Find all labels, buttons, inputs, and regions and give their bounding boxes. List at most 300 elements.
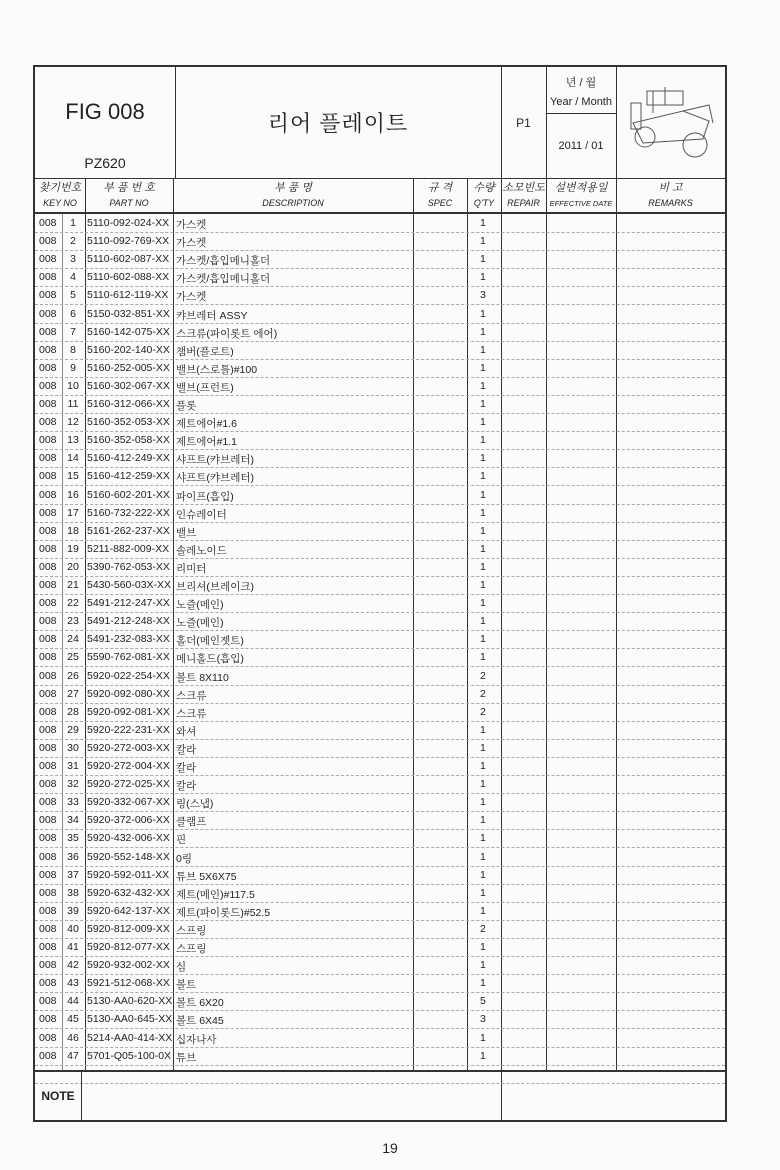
table-row <box>35 558 725 577</box>
cell-qty: 1 <box>480 307 486 320</box>
cell-desc: 가스켓/흡입메니홀더 <box>176 273 271 286</box>
table-row <box>35 902 725 921</box>
cell-part: 5920-812-009-XX <box>87 922 170 935</box>
cell-part: 5430-560-03X-XX <box>87 579 172 591</box>
page-code: P1 <box>516 115 531 130</box>
cell-key: 35 <box>67 832 79 845</box>
cell-fig: 008 <box>39 723 57 736</box>
table-row <box>35 305 725 324</box>
cell-fig: 008 <box>39 814 57 827</box>
cell-fig: 008 <box>39 434 57 447</box>
cell-desc: 제트(메인)#117.5 <box>176 888 255 901</box>
cell-fig: 008 <box>39 760 57 772</box>
cell-qty: 1 <box>480 651 486 664</box>
cell-desc: 캬브레터 ASSY <box>176 309 248 322</box>
table-row <box>35 413 725 432</box>
cell-fig: 008 <box>39 379 57 392</box>
cell-key: 27 <box>67 687 79 700</box>
cell-desc: 스프링 <box>176 924 207 937</box>
cell-desc: 칼라 <box>176 762 197 774</box>
cell-key: 18 <box>67 524 79 537</box>
cell-key: 40 <box>67 922 79 935</box>
cell-qty: 1 <box>480 379 486 392</box>
cell-desc: 솔레노이드 <box>176 544 227 557</box>
cell-part: 5160-412-249-XX <box>87 452 170 465</box>
cell-key: 21 <box>67 579 79 591</box>
cell-qty: 1 <box>480 253 486 266</box>
cell-desc: 샤프트(캬브레터) <box>176 454 254 467</box>
cell-qty: 1 <box>480 796 486 809</box>
cell-fig: 008 <box>39 597 57 610</box>
cell-desc: 노즐(메인) <box>176 599 224 612</box>
cell-fig: 008 <box>39 1031 57 1044</box>
cell-qty: 1 <box>480 361 486 374</box>
cell-key: 22 <box>67 597 79 610</box>
cell-part: 5920-272-025-XX <box>87 778 170 791</box>
table-row <box>35 359 725 378</box>
table-row <box>35 938 725 957</box>
cell-key: 25 <box>67 651 79 664</box>
cell-part: 5920-332-067-XX <box>87 796 170 809</box>
table-row <box>35 504 725 523</box>
cell-qty: 1 <box>480 1031 486 1044</box>
cell-part: 5160-352-053-XX <box>87 416 170 429</box>
cell-desc: 튜브 5X6X75 <box>176 870 237 883</box>
cell-qty: 1 <box>480 506 486 519</box>
cell-qty: 2 <box>480 669 486 682</box>
cell-part: 5160-412-259-XX <box>87 470 170 483</box>
table-row <box>35 467 725 486</box>
table-row <box>35 685 725 704</box>
table-row <box>35 522 725 541</box>
cell-desc: 가스켓 <box>176 237 207 250</box>
col-repair-en: REPAIR <box>507 198 540 208</box>
page-number: 19 <box>382 1140 398 1156</box>
cell-part: 5921-512-068-XX <box>87 977 170 990</box>
cell-part: 5920-642-137-XX <box>87 904 170 917</box>
figure-number: FIG 008 <box>65 99 145 124</box>
cell-key: 32 <box>67 778 79 791</box>
cell-key: 5 <box>70 289 76 302</box>
cell-qty: 1 <box>480 723 486 736</box>
cell-fig: 008 <box>39 289 57 302</box>
cell-fig: 008 <box>39 560 57 573</box>
cell-desc: 스크류 <box>176 689 207 702</box>
table-row <box>35 286 725 305</box>
cell-qty: 1 <box>480 615 486 628</box>
cell-key: 11 <box>67 398 79 410</box>
model-name: PZ620 <box>84 155 126 171</box>
parts-list-table <box>33 65 727 1122</box>
cell-desc: 핀 <box>176 834 187 847</box>
cell-desc: 가스켓 <box>176 219 207 231</box>
table-row <box>35 721 725 740</box>
cell-key: 31 <box>67 760 79 772</box>
cell-part: 5161-262-237-XX <box>87 524 170 537</box>
cell-desc: 플롯 <box>176 400 197 412</box>
cell-key: 38 <box>67 886 79 899</box>
cell-desc: 볼트 6X45 <box>176 1015 224 1028</box>
cell-part: 5920-432-006-XX <box>87 832 170 845</box>
cell-fig: 008 <box>39 361 57 374</box>
table-row <box>35 576 725 595</box>
cell-desc: 샤프트(캬브레터) <box>176 472 254 485</box>
col-remarks-ko: 비 고 <box>658 182 683 194</box>
cell-fig: 008 <box>39 416 57 429</box>
cell-fig: 008 <box>39 705 57 718</box>
cell-part: 5920-552-148-XX <box>87 850 170 863</box>
cell-qty: 2 <box>480 922 486 935</box>
cell-fig: 008 <box>39 633 57 646</box>
col-desc-en: DESCRIPTION <box>262 198 324 208</box>
cell-fig: 008 <box>39 542 57 555</box>
cell-qty: 1 <box>480 235 486 248</box>
cell-key: 17 <box>67 506 79 519</box>
cell-fig: 008 <box>39 741 57 754</box>
col-spec-en: SPEC <box>427 198 453 208</box>
cell-fig: 008 <box>39 941 57 953</box>
cell-key: 28 <box>67 705 79 718</box>
cell-qty: 1 <box>480 814 486 827</box>
cell-fig: 008 <box>39 687 57 700</box>
cell-qty: 5 <box>480 995 486 1008</box>
cell-part: 5160-602-201-XX <box>87 488 170 501</box>
cell-part: 5920-272-004-XX <box>87 760 170 772</box>
cell-qty: 1 <box>480 977 486 990</box>
cell-qty: 1 <box>480 597 486 610</box>
cell-desc: 와셔 <box>176 725 197 738</box>
rice-transplanter-illustration-icon <box>616 67 725 178</box>
cell-qty: 1 <box>480 343 486 356</box>
table-row <box>35 395 725 414</box>
col-qty-en: Q'TY <box>473 198 495 208</box>
cell-part: 5130-AA0-645-XX <box>87 1013 173 1026</box>
table-row <box>35 974 725 993</box>
cell-fig: 008 <box>39 1013 57 1026</box>
cell-qty: 1 <box>480 217 486 229</box>
cell-key: 44 <box>67 995 79 1008</box>
cell-desc: 밸브(스로틀)#100 <box>176 363 258 376</box>
table-row <box>35 920 725 939</box>
cell-key: 4 <box>70 271 76 284</box>
cell-desc: 가스켓/흡입메니홀더 <box>176 255 271 268</box>
cell-qty: 1 <box>480 452 486 465</box>
cell-desc: 스프링 <box>176 943 207 955</box>
cell-desc: 브리셔(브레이크) <box>176 581 254 593</box>
table-row <box>35 667 725 686</box>
cell-part: 5110-602-088-XX <box>87 271 170 284</box>
cell-qty: 1 <box>480 325 486 338</box>
table-row <box>35 757 725 776</box>
cell-fig: 008 <box>39 977 57 990</box>
cell-desc: 스크류(파이롯트 에어) <box>176 327 278 340</box>
table-row <box>35 956 725 975</box>
cell-key: 46 <box>67 1031 79 1044</box>
col-part-ko: 부 품 번 호 <box>103 182 155 194</box>
cell-desc: 제트(파이롯드)#52.5 <box>176 906 271 919</box>
cell-desc: 파이프(흡입) <box>176 490 234 503</box>
cell-fig: 008 <box>39 253 57 266</box>
table-row <box>35 884 725 903</box>
cell-fig: 008 <box>39 669 57 682</box>
table-row <box>35 811 725 830</box>
cell-fig: 008 <box>39 995 57 1008</box>
cell-key: 36 <box>67 850 79 863</box>
cell-key: 43 <box>67 977 79 990</box>
cell-desc: 제트에어#1.1 <box>176 436 238 449</box>
table-row <box>35 268 725 287</box>
cell-key: 20 <box>67 560 79 573</box>
cell-desc: 튜브 <box>176 1051 197 1064</box>
cell-fig: 008 <box>39 832 57 845</box>
table-row <box>35 449 725 468</box>
table-row <box>35 323 725 342</box>
cell-fig: 008 <box>39 524 57 537</box>
cell-fig: 008 <box>39 796 57 809</box>
col-effective-en: EFFECTIVE DATE <box>549 198 613 208</box>
cell-desc: 리미터 <box>176 562 207 575</box>
cell-qty: 1 <box>480 1049 486 1062</box>
cell-fig: 008 <box>39 651 57 664</box>
table-row <box>35 992 725 1011</box>
cell-qty: 1 <box>480 904 486 917</box>
cell-key: 26 <box>67 669 79 682</box>
cell-qty: 1 <box>480 741 486 754</box>
cell-desc: 심 <box>176 961 187 974</box>
table-row <box>35 648 725 667</box>
cell-qty: 1 <box>480 832 486 845</box>
cell-part: 5491-212-247-XX <box>87 597 170 610</box>
table-row <box>35 1047 725 1066</box>
cell-fig: 008 <box>39 922 57 935</box>
col-remarks-en: REMARKS <box>648 198 693 208</box>
cell-desc: 밸브(프런트) <box>176 381 234 394</box>
cell-key: 23 <box>67 615 79 628</box>
cell-part: 5130-AA0-620-XX <box>87 995 173 1008</box>
cell-qty: 1 <box>480 488 486 501</box>
cell-part: 5701-Q05-100-0X <box>87 1049 172 1062</box>
note-label: NOTE <box>41 1088 75 1103</box>
cell-key: 34 <box>67 814 79 827</box>
cell-desc: 칼라 <box>176 743 197 756</box>
cell-fig: 008 <box>39 488 57 501</box>
cell-part: 5110-602-087-XX <box>87 253 170 266</box>
blank-row <box>35 1065 725 1084</box>
year-month-label-en: Year / Month <box>550 96 612 108</box>
cell-qty: 1 <box>480 524 486 537</box>
cell-key: 3 <box>70 253 76 266</box>
cell-desc: 제트에어#1.6 <box>176 418 238 431</box>
table-row <box>35 232 725 251</box>
cell-fig: 008 <box>39 904 57 917</box>
table-row <box>35 1010 725 1029</box>
cell-key: 15 <box>67 470 79 483</box>
cell-part: 5920-812-077-XX <box>87 941 170 953</box>
cell-desc: 클램프 <box>176 816 207 829</box>
divider <box>35 1070 725 1072</box>
cell-qty: 2 <box>480 705 486 718</box>
cell-part: 5920-932-002-XX <box>87 959 170 972</box>
cell-part: 5491-232-083-XX <box>87 633 170 646</box>
cell-fig: 008 <box>39 959 57 972</box>
table-row <box>35 1029 725 1048</box>
table-row <box>35 793 725 812</box>
cell-key: 30 <box>67 741 79 754</box>
cell-qty: 1 <box>480 560 486 573</box>
cell-qty: 1 <box>480 398 486 410</box>
table-row <box>35 775 725 794</box>
col-key-en: KEY NO <box>43 198 77 208</box>
table-row <box>35 341 725 360</box>
cell-key: 2 <box>70 235 76 248</box>
cell-part: 5110-092-769-XX <box>87 235 170 248</box>
cell-desc: 볼트 8X110 <box>176 671 229 684</box>
cell-fig: 008 <box>39 325 57 338</box>
cell-key: 16 <box>67 488 79 501</box>
cell-qty: 1 <box>480 850 486 863</box>
table-row <box>35 829 725 848</box>
cell-key: 6 <box>70 307 76 320</box>
cell-part: 5160-352-058-XX <box>87 434 170 447</box>
cell-key: 24 <box>67 633 79 646</box>
table-row <box>35 703 725 722</box>
year-month-label-ko: 년 / 월 <box>565 77 597 89</box>
cell-desc: 인슈레이터 <box>176 508 227 521</box>
cell-key: 33 <box>67 796 79 809</box>
cell-qty: 1 <box>480 633 486 646</box>
cell-desc: 볼트 <box>176 979 197 992</box>
cell-desc: 노즐(메인) <box>176 617 224 630</box>
col-spec-ko: 규 격 <box>427 182 453 194</box>
cell-qty: 1 <box>480 542 486 555</box>
cell-key: 9 <box>70 361 76 374</box>
col-repair-ko: 소모빈도 <box>502 182 545 194</box>
cell-qty: 1 <box>480 470 486 483</box>
cell-key: 37 <box>67 868 79 881</box>
table-row <box>35 214 725 233</box>
table-row <box>35 739 725 758</box>
cell-fig: 008 <box>39 452 57 465</box>
cell-fig: 008 <box>39 579 57 591</box>
cell-fig: 008 <box>39 506 57 519</box>
cell-desc: 볼트 6X20 <box>176 997 224 1010</box>
cell-key: 13 <box>67 434 79 447</box>
cell-key: 42 <box>67 959 79 972</box>
divider <box>81 1070 82 1120</box>
cell-desc: 홀더(메인젯트) <box>176 635 244 648</box>
cell-part: 5920-092-080-XX <box>87 687 170 700</box>
cell-qty: 1 <box>480 271 486 284</box>
cell-key: 8 <box>70 343 76 356</box>
cell-qty: 2 <box>480 687 486 700</box>
cell-part: 5920-022-254-XX <box>87 669 170 682</box>
cell-fig: 008 <box>39 235 57 248</box>
cell-fig: 008 <box>39 217 57 229</box>
page-title: 리어 플레이트 <box>267 111 409 136</box>
cell-part: 5920-372-006-XX <box>87 814 170 827</box>
cell-desc: 스크류 <box>176 707 207 720</box>
cell-fig: 008 <box>39 470 57 483</box>
cell-part: 5590-762-081-XX <box>87 651 170 664</box>
cell-qty: 1 <box>480 868 486 881</box>
cell-part: 5920-222-231-XX <box>87 723 170 736</box>
cell-key: 41 <box>67 941 79 953</box>
cell-key: 19 <box>67 542 79 555</box>
cell-key: 29 <box>67 723 79 736</box>
cell-key: 45 <box>67 1013 79 1026</box>
cell-part: 5920-092-081-XX <box>87 705 170 718</box>
cell-key: 14 <box>67 452 79 465</box>
cell-qty: 1 <box>480 760 486 772</box>
cell-part: 5160-252-005-XX <box>87 361 170 374</box>
cell-key: 39 <box>67 904 79 917</box>
cell-qty: 1 <box>480 886 486 899</box>
cell-part: 5920-632-432-XX <box>87 886 170 899</box>
table-row <box>35 431 725 450</box>
cell-part: 5160-302-067-XX <box>87 379 170 392</box>
col-part-en: PART NO <box>109 198 149 208</box>
cell-qty: 3 <box>480 289 486 302</box>
table-row <box>35 594 725 613</box>
col-desc-ko: 부 품 명 <box>274 182 312 194</box>
table-row <box>35 848 725 867</box>
cell-part: 5160-142-075-XX <box>87 325 170 338</box>
cell-desc: 가스켓 <box>176 291 207 304</box>
cell-desc: 0링 <box>176 852 192 865</box>
cell-desc: 메니홀드(흡입) <box>176 653 244 666</box>
col-qty-ko: 수량 <box>473 182 495 194</box>
cell-fig: 008 <box>39 398 57 410</box>
cell-qty: 1 <box>480 434 486 447</box>
cell-key: 10 <box>67 379 79 392</box>
cell-qty: 1 <box>480 941 486 953</box>
cell-qty: 1 <box>480 579 486 591</box>
cell-key: 12 <box>67 416 79 429</box>
cell-qty: 1 <box>480 416 486 429</box>
cell-part: 5214-AA0-414-XX <box>87 1031 173 1044</box>
table-row <box>35 612 725 631</box>
cell-desc: 밸브 <box>176 526 197 539</box>
cell-fig: 008 <box>39 271 57 284</box>
cell-fig: 008 <box>39 343 57 356</box>
cell-fig: 008 <box>39 1049 57 1062</box>
col-effective-ko: 설변적용일 <box>554 182 608 194</box>
cell-part: 5160-732-222-XX <box>87 506 170 519</box>
cell-fig: 008 <box>39 778 57 791</box>
cell-part: 5920-592-011-XX <box>87 868 170 881</box>
cell-fig: 008 <box>39 850 57 863</box>
cell-key: 7 <box>70 325 76 338</box>
cell-fig: 008 <box>39 868 57 881</box>
table-row <box>35 630 725 649</box>
cell-qty: 3 <box>480 1013 486 1026</box>
table-row <box>35 540 725 559</box>
cell-desc: 챔버(플로트) <box>176 345 234 358</box>
cell-part: 5160-202-140-XX <box>87 343 170 356</box>
cell-part: 5110-612-119-XX <box>87 289 169 302</box>
cell-part: 5390-762-053-XX <box>87 560 170 573</box>
table-row <box>35 486 725 505</box>
cell-part: 5211-882-009-XX <box>87 542 170 555</box>
cell-fig: 008 <box>39 886 57 899</box>
table-row <box>35 377 725 396</box>
cell-part: 5920-272-003-XX <box>87 741 170 754</box>
cell-fig: 008 <box>39 615 57 628</box>
cell-desc: 칼라 <box>176 780 197 793</box>
table-row <box>35 250 725 269</box>
cell-part: 5160-312-066-XX <box>87 398 170 410</box>
cell-part: 5110-092-024-XX <box>87 217 170 229</box>
